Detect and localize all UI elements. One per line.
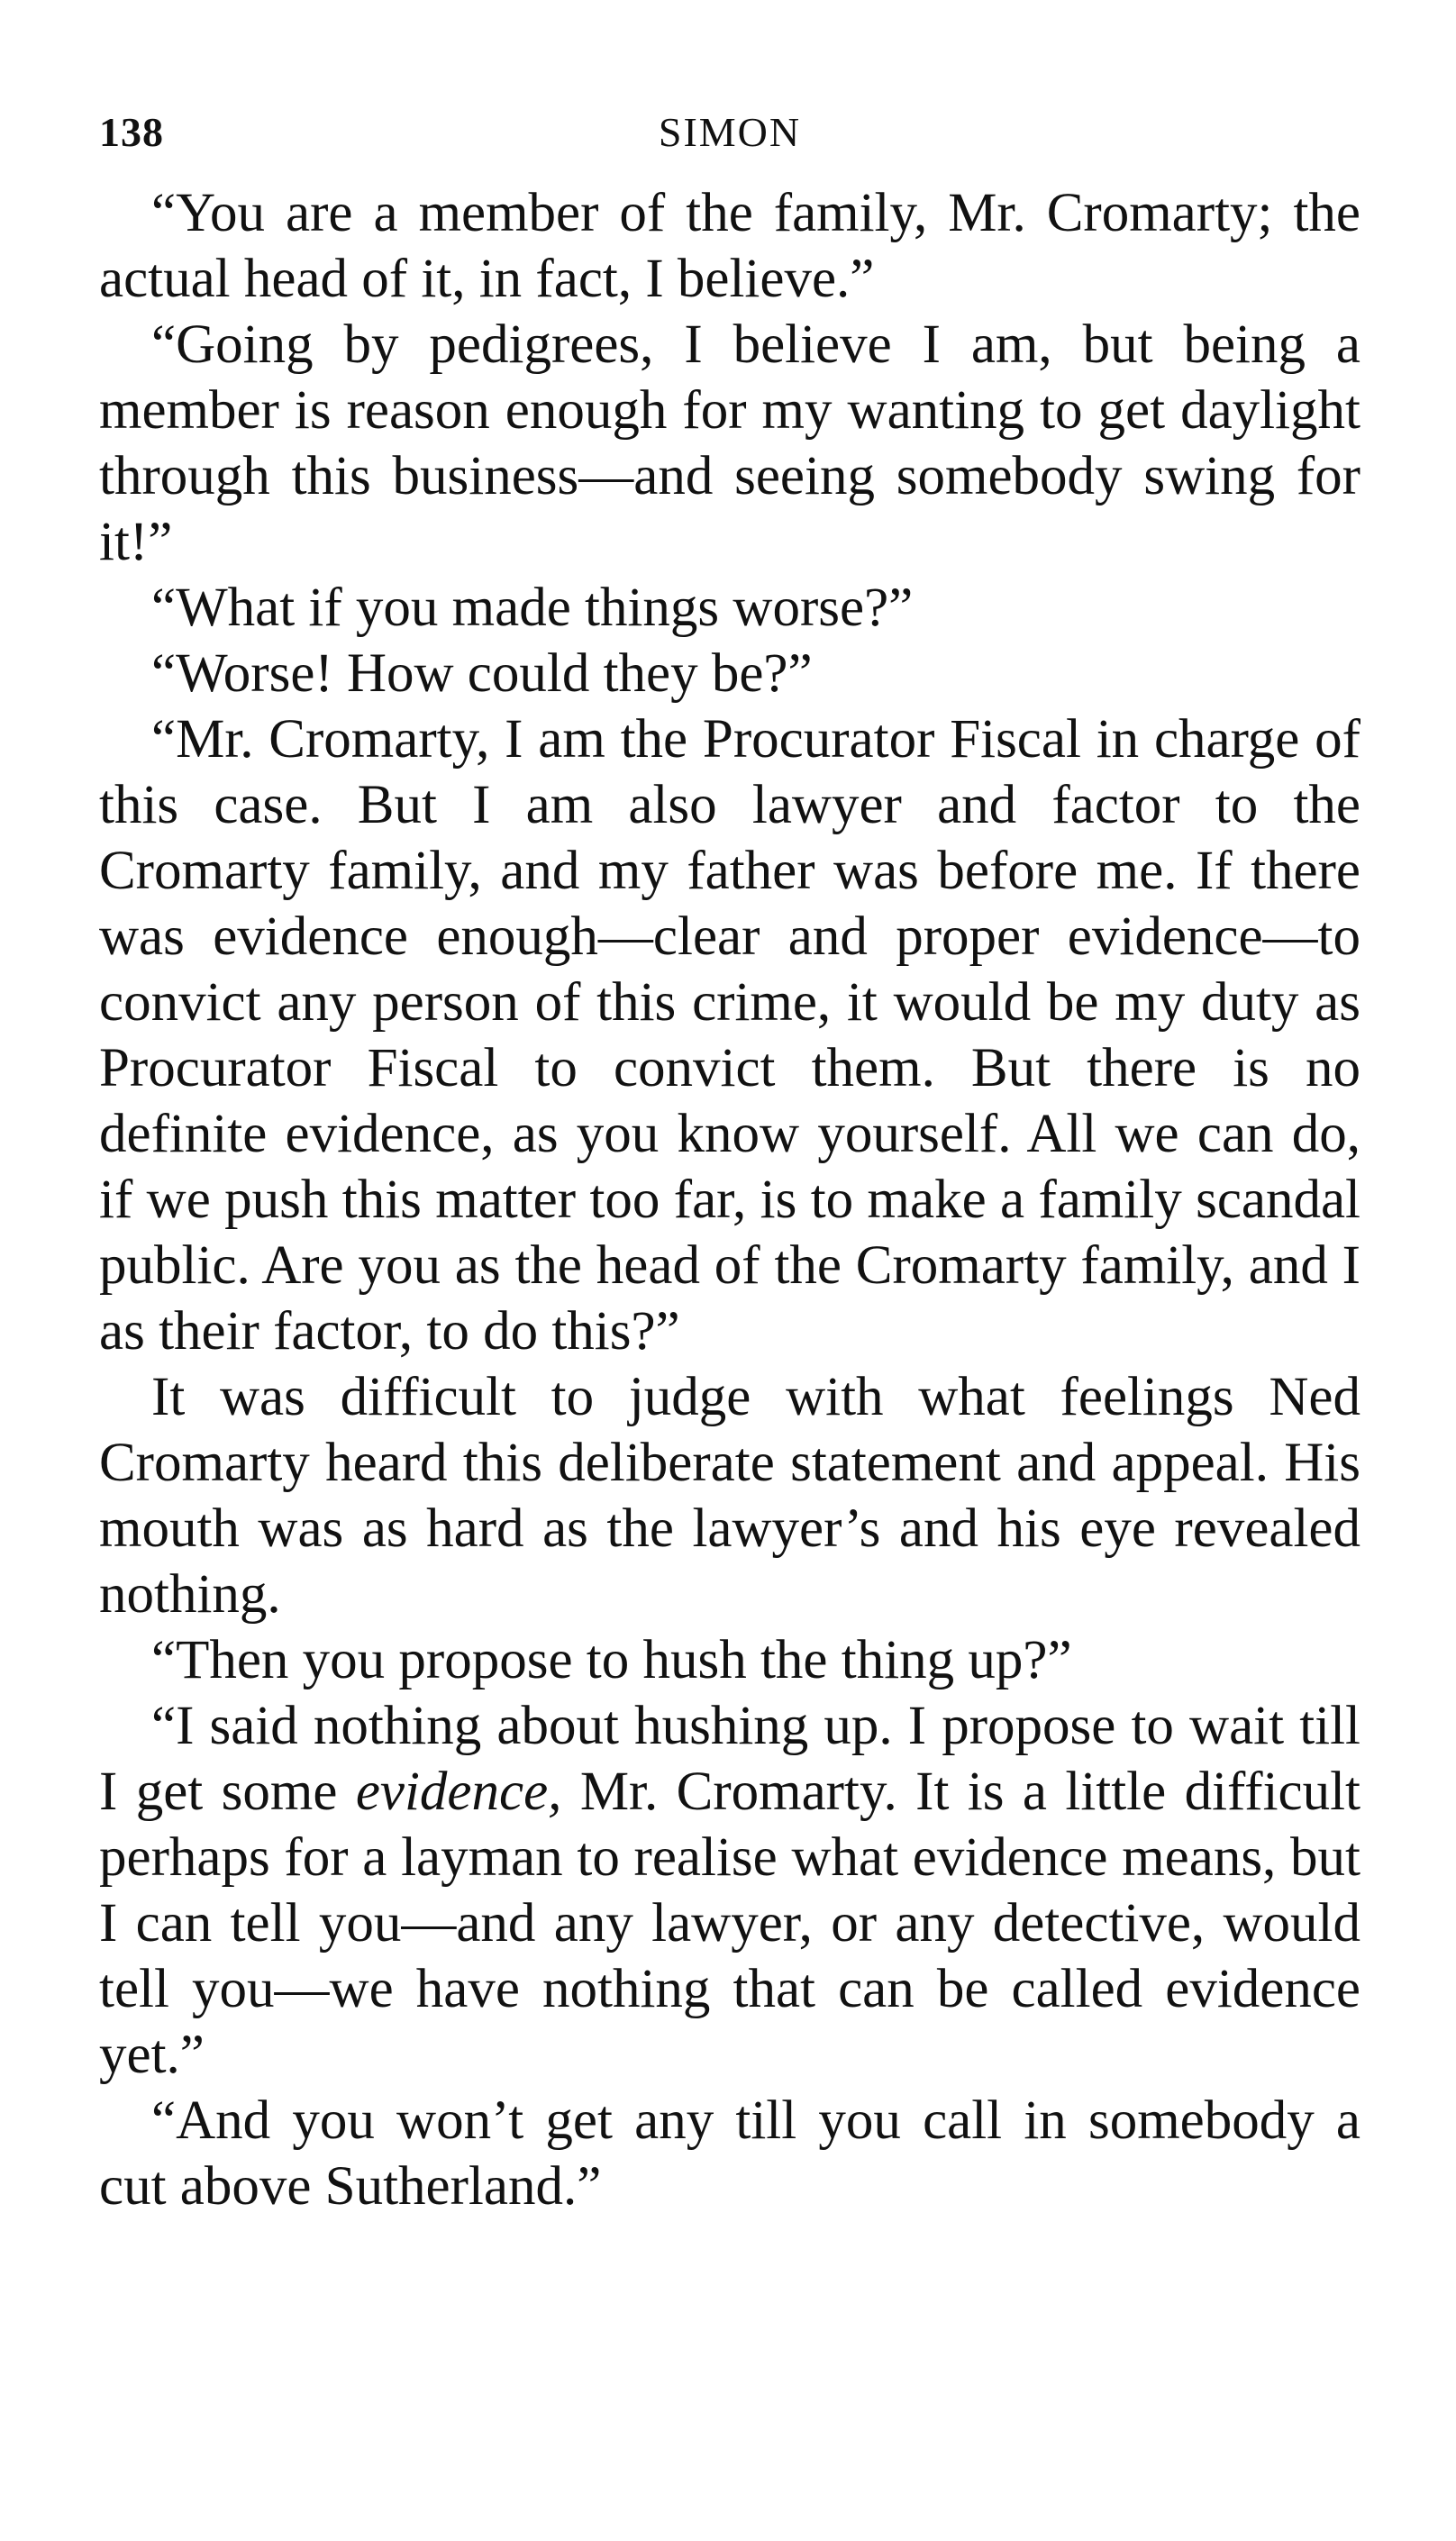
paragraph: It was difficult to judge with what feelings Ned Cromarty heard this deliberate statement and appeal. His mouth was as hard as the lawyer’s and his eye revealed nothing. [99,1367,1360,1625]
running-head [99,108,1360,180]
running-title: SIMON [658,109,802,155]
paragraph: “Then you propose to hush the thing up?” [151,1630,1072,1690]
emphasized-word: evidence, [355,1762,562,1822]
body-text [99,180,1360,2219]
paragraph: “Going by pedigrees, I believe I am, but being a member is reason enough for my wanting to get daylight through this business—and seeing somebody swing for it!” [99,314,1360,572]
paragraph: “You are a member of the family, Mr. Cromarty; the actual head of it, in fact, I believe.” [99,183,1360,309]
paragraph: “Worse! How could they be?” [151,643,813,704]
paragraph: “And you won’t get any till you call in somebody a cut above Sutherland.” [99,2090,1360,2217]
page-number: 138 [99,109,164,155]
book-page [99,108,1360,2219]
paragraph [99,1693,1360,2088]
paragraph-text-after: Mr. Cromarty. It is a little difficult perhaps for a layman to realise what evidence means, but I can tell you—and any lawyer, or any detective, would tell you—we have nothing that can be called evidence yet.” [99,1762,1360,2085]
paragraph-text-before: “I said nothing about hushing up. I propose to wait till I get some [99,1696,1360,1822]
paragraph: “What if you made things worse?” [151,578,914,638]
paragraph: “Mr. Cromarty, I am the Procurator Fiscal in charge of this case. But I am also lawyer and factor to the Cromarty family, and my father was before me. If there was evidence enough—clear and proper evidence—to convict any person of this crime, it would be my duty as Procurator Fiscal to convict them. But there is no definite evidence, as you know yourself. All we can do, if we push this matter too far, is to make a family scandal public. Are you as the head of the Cromarty family, and I as their factor, to do this?” [99,709,1360,1362]
